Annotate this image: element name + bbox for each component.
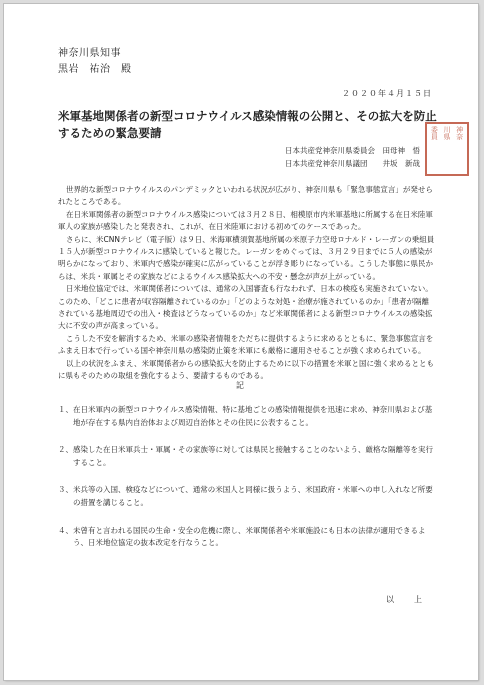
- request-item: [58, 444, 436, 469]
- seal-text: 川県: [442, 126, 451, 140]
- request-number: ３、: [58, 485, 73, 495]
- request-list: [58, 404, 436, 565]
- recipient-block: [58, 46, 132, 78]
- body-paragraph: こうした不安を解消するため、米軍の感染者情報をただちに提供するように求めるとともに、緊急事態宣言をふまえ日本で行っている国や神奈川県の感染防止策を米軍にも厳格に適用させることが強く求められている。: [58, 333, 434, 356]
- body-paragraph: 以上の状況をふまえ、米軍関係者からの感染拡大を防止するために以下の措置を米軍と国に強く求めるとともに県もそのための取組を強化するよう、要請するものである。: [58, 358, 434, 381]
- body-paragraph: 日米地位協定では、米軍関係者については、通常の入国審査も行なわれず、日本の検疫も実施されていない。このため、「どこに患者が収容隔離されているのか」「どのような対処・治療が施されているのか」「患者が隔離されている基地周辺での出入・検査はどうなっているのか」など米軍関係者による新型コロナウイルスの感染拡大に不安の声が高まっている。: [58, 284, 433, 331]
- body-paragraph: さらに、米CNNテレビ（電子版）は９日、米海軍横須賀基地所属の米原子力空母ロナルド・レーガンの乗組員１５人が新型コロナウイルスに感染していると報じた。レーガンをめぐっては、３月２９日までに５人の感染が明らかになっており、米軍内で感染が確実に広がっていることが浮き彫りになっている。こうした事態に県民からは、米兵・軍属とその家族などによるウイルス感染拡大への不安・懸念が声が上がっている。: [58, 234, 435, 281]
- request-number: ２、: [58, 445, 73, 455]
- document-title: 米軍基地関係者の新型コロナウイルス感染情報の公開と、その拡大を防止するための緊急要請: [58, 109, 437, 140]
- request-number: １、: [58, 405, 73, 414]
- document-date: ２０２０年４月１５日: [342, 89, 432, 98]
- document-body: [58, 184, 436, 383]
- request-text: 米兵等の入国、検疫などについて、通常の米国人と同様に扱うよう、米国政府・米軍への申し入れなど所要の措置を講じること。: [73, 485, 433, 507]
- request-number: ４、: [58, 525, 73, 535]
- seal-text: 委員: [430, 126, 439, 140]
- closing-mark: 以 上: [386, 595, 428, 604]
- request-item: [58, 404, 436, 429]
- body-paragraph: 世界的な新型コロナウイルスのパンデミックといわれる状況が広がり、神奈川県も「緊急事態宣言」が発せられたところである。: [58, 185, 433, 207]
- request-text: 感染した在日米軍兵士・軍属・その家族等に対しては県民と接触することのないよう、厳格な隔離等を実行すること。: [73, 445, 433, 467]
- sender-line: 日本共産党神奈川県議団 井坂 新哉: [285, 159, 420, 168]
- document-page: [4, 4, 478, 680]
- request-item: [58, 525, 436, 550]
- official-seal-stamp: [425, 122, 469, 176]
- request-text: 在日米軍内の新型コロナウイルス感染情報、特に基地ごとの感染情報提供を迅速に求め、神奈川県および基地が存在する県内自治体および周辺自治体とその住民に公表すること。: [73, 405, 433, 427]
- sender-line: 日本共産党神奈川県委員会 田母神 悟: [285, 146, 420, 155]
- request-text: 未曾有と言われる国民の生命・安全の危機に際し、米軍関係者や米軍施設にも日本の法律が適用できるよう、日米地位協定の抜本改定を行なうこと。: [73, 525, 426, 548]
- request-item: [58, 484, 436, 509]
- body-paragraph: 在日米軍関係者の新型コロナウイルス感染については３月２８日、相模原市内米軍基地に所属する在日米陸軍軍人の家族が感染したと発表され、これが、在日米陸軍における初めてのケースであった。: [58, 209, 433, 232]
- recipient-title: 神奈川県知事: [58, 48, 121, 59]
- recipient-name: 黒岩 祐治 殿: [58, 64, 132, 75]
- sender-block: [285, 144, 420, 170]
- section-heading-ki: 記: [236, 381, 246, 390]
- seal-text: 神奈: [455, 126, 464, 140]
